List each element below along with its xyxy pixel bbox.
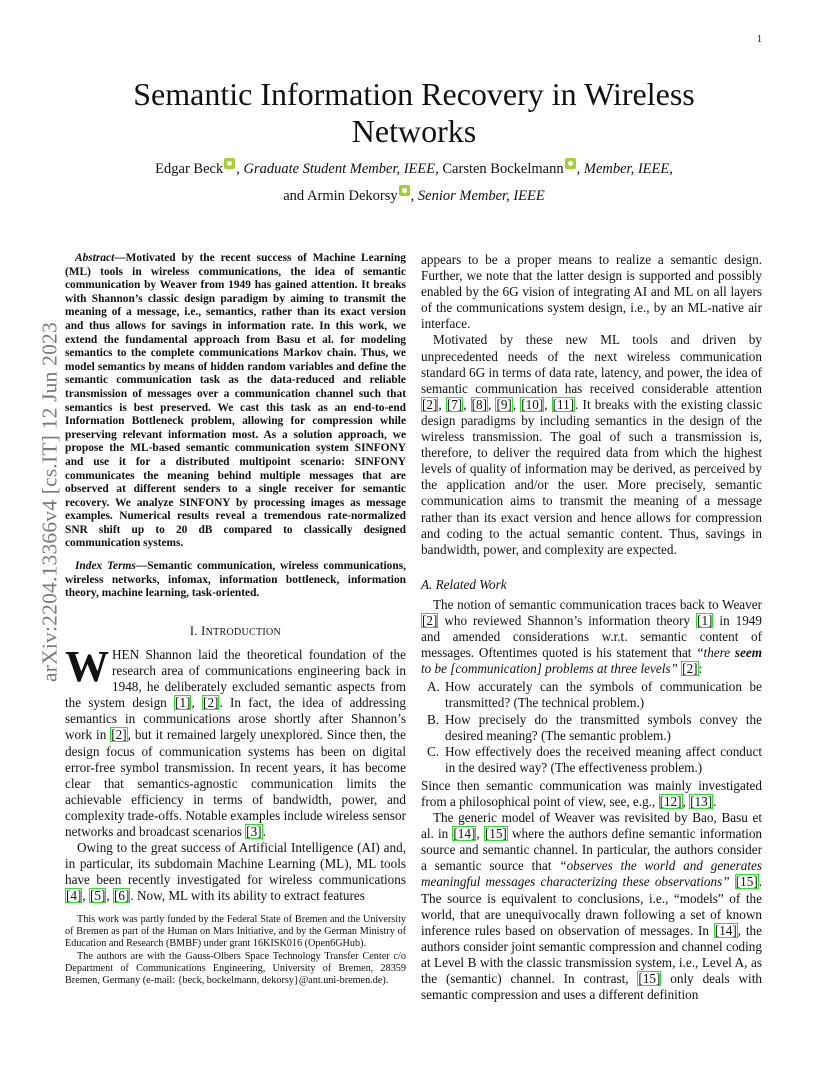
intro-paragraph-3: appears to be a proper means to realize a semantic design. Further, we note that the latter design is supported and possibly enabled by the 6G vision of integrating AI and ML on all layers of the communications system design, i.e., by an ML-native air interface.	[421, 252, 762, 332]
text-run: .	[713, 794, 717, 809]
left-column	[65, 252, 406, 904]
quote-run: “observes the world and generates meaningful messages characterizing these observations”	[421, 858, 762, 890]
text-run: . The source is equivalent to conclusions, i.e., “models” of the world, that are unequivocally drawn following a set of known inference rules based on observation of messages. In	[421, 874, 763, 938]
list-item	[421, 712, 762, 744]
list-item-text: How effectively does the received meaning affect conduct in the desired way? (The effectiveness problem.)	[445, 743, 762, 775]
text-run: only deals with semantic compression and uses a different definition	[421, 971, 762, 1003]
list-marker: C.	[427, 743, 440, 759]
author-role-1: Graduate Student Member, IEEE,	[243, 161, 439, 177]
index-terms-text: —Semantic communication, wireless communications, wireless networks, infomax, information bottleneck, information theory, machine learning, task-oriented.	[65, 560, 406, 600]
citation-link[interactable]: [1]	[175, 695, 191, 711]
orcid-icon[interactable]	[224, 158, 235, 169]
list-marker: A.	[427, 679, 440, 695]
abstract-label: Abstract	[75, 252, 115, 264]
section-numeral: I.	[189, 623, 198, 638]
author-line-2: and Armin Dekorsy , Senior Member, IEEE	[90, 185, 738, 205]
citation-link[interactable]: [3]	[246, 823, 262, 839]
dropcap: W	[65, 641, 109, 691]
related-paragraph-2: Since then semantic communication was mainly investigated from a philosophical point of view, see, e.g., [12], [13].	[421, 777, 762, 809]
quote-run: “there	[696, 645, 735, 661]
list-item-text: How accurately can the symbols of communication be transmitted? (The technical problem.)	[445, 679, 762, 711]
text-run: who reviewed Shannon’s information theory	[438, 612, 697, 628]
text-run: .	[262, 823, 266, 839]
text-run: The generic model of Weaver was revisited by Bao, Basu et al. in	[421, 810, 762, 842]
author-role-3: Senior Member, IEEE	[417, 188, 545, 204]
list-item-text: How precisely do the transmitted symbols convey the desired meaning? (The semantic problem.)	[445, 711, 762, 743]
right-column	[421, 252, 762, 1003]
text-run: HEN Shannon laid the theoretical foundation of the research area of communications engineering back in 1948, he deliberately excluded semantic aspects from the system design	[65, 646, 406, 711]
subsection-heading-related-work: A. Related Work	[421, 576, 507, 592]
text-run: :	[698, 661, 703, 677]
author-name-2: Carsten Bockelmann	[442, 161, 564, 177]
text-run: , but it remained largely unexplored. Since then, the design focus of communication systems has been on digital error-free symbol transmission. In recent years, it has become clear that semantics-agnostic communication limits the achievable efficiency in terms of bandwidth, power, and complexity trade-offs. Notable examples include wireless sensor networks and broadcast scenarios	[65, 727, 406, 839]
citation-link[interactable]: [2]	[203, 695, 219, 711]
text-run: in 1949 and amended considerations w.r.t. semantic content of messages. Oftentimes quoted is his statement that	[421, 612, 762, 661]
arxiv-stamp-text: arXiv:2204.13366v4 [cs.IT] 12 Jun 2023	[37, 322, 62, 682]
citation-link[interactable]: [11]	[552, 396, 575, 412]
page-number: 1	[757, 34, 762, 45]
author-line-1: Edgar Beck , Graduate Student Member, IEEE, Carsten Bockelmann , Member, IEEE,	[90, 158, 738, 178]
text-run: where the authors define semantic information source and semantic channel. In particular, the authors consider a semantic source that	[421, 826, 763, 874]
orcid-icon[interactable]	[399, 185, 410, 196]
citation-link[interactable]: [12]	[659, 794, 682, 809]
citation-link[interactable]: [8]	[471, 396, 488, 412]
citation-link[interactable]: [7]	[446, 396, 463, 412]
abstract	[65, 252, 406, 551]
citation-link[interactable]: [2]	[682, 661, 698, 677]
citation-link[interactable]: [9]	[496, 396, 512, 412]
paper-title: Semantic Information Recovery in Wireless Networks	[133, 76, 695, 149]
list-marker: B.	[427, 711, 440, 727]
related-paragraph-3: The generic model of Weaver was revisited by Bao, Basu et al. in [14], [15] where the authors define semantic information source and semantic channel. In particular, the authors consider a semantic source that “observes the world and generates meaningful messages characterizing these observations” [15]. The source is equivalent to conclusions, i.e., “models” of the world, that are unequivocally drawn following a set of known inference rules based on observation of messages. In [14], the authors consider joint semantic compression and channel coding at Level B with the classic transmission system, i.e., Level A, as the (semantic) channel. In contrast, [15] only deals with semantic compression and uses a different definition	[421, 810, 763, 1003]
citation-link[interactable]: [15]	[484, 826, 507, 842]
text-run: . In fact, the idea of addressing semantics in communications arose shortly after Shannon’s work in	[65, 695, 406, 743]
list-item	[421, 679, 762, 711]
list-item	[421, 744, 762, 776]
quote-run: to be [communication] problems at three levels”	[421, 661, 678, 677]
citation-link[interactable]: [2]	[422, 396, 438, 412]
abstract-text: —Motivated by the recent success of Machine Learning (ML) tools in wireless communications, the idea of semantic communication by Weaver from 1949 has gained attention. It breaks with Shannon’s classic design paradigm by aiming to transmit the meaning of a message, i.e., semantics, rather than its exact version and thus allows for savings in information rate. In this work, we extend the fundamental approach from Basu et al. for modeling semantics to the complete communications Markov chain. Thus, we model semantics by means of hidden random variables and define the semantic communication task as the data-reduced and reliable transmission of messages over a communication channel such that semantics is best preserved. We cast this task as an end-to-end Information Bottleneck problem, allowing for compression while preserving relevant information most. As a solution approach, we propose the ML-based semantic communication system SINFONY and use it for a distributed multipoint scenario: SINFONY communicates the meaning behind multiple messages that are observed at different senders to a single receiver for semantic recovery. We analyze SINFONY by processing images as message examples. Numerical results reveal a tremendous rate-normalized SNR shift up to 20 dB compared to classically designed communication systems.	[65, 252, 406, 550]
text-run: Owing to the great success of Artificial Intelligence (AI) and, in particular, its subdomain Machine Learning (ML), ML tools have been recently investigated for wireless communications	[65, 840, 406, 888]
intro-paragraph-1: WHEN Shannon laid the theoretical foundation of the research area of communications engineering back in 1948, he deliberately excluded semantic aspects from the system design [1], [2]. In fact, the idea of addressing semantics in communications arose shortly after Shannon’s work in [2], but it remained largely unexplored. Since then, the design focus of communication systems has been on digital error-free symbol transmission. In recent years, it has become clear that semantics-agnostic communication limits the achievable efficiency in terms of bandwidth, power, and complexity trade-offs. Notable examples include wireless sensor networks and broadcast scenarios [3].	[65, 641, 406, 839]
author-name-3: Armin Dekorsy	[307, 188, 398, 204]
arxiv-stamp	[38, 302, 62, 702]
text-run: The notion of semantic communication traces back to Weaver	[433, 596, 762, 612]
citation-link[interactable]: [13]	[690, 794, 713, 809]
index-terms	[65, 560, 406, 601]
citation-link[interactable]: [2]	[422, 612, 438, 628]
intro-paragraph-2: Owing to the great success of Artificial Intelligence (AI) and, in particular, its subdomain Machine Learning (ML), ML tools have been recently investigated for wireless communications [4], [5], [6]. Now, ML with its ability to extract features	[65, 840, 406, 904]
citation-link[interactable]: [14]	[453, 826, 476, 842]
citation-link[interactable]: [14]	[714, 922, 737, 938]
author-role-2: Member, IEEE,	[583, 161, 673, 177]
citation-link[interactable]: [5]	[89, 888, 106, 904]
related-paragraph-1	[421, 597, 762, 677]
text-run: , the authors consider joint semantic compression and channel coding at Level B with the classic transmission system, i.e., Level A, as the (semantic) channel. In contrast,	[421, 922, 762, 987]
citation-link[interactable]: [10]	[521, 396, 544, 412]
footnotes	[65, 914, 406, 987]
text-run: . It breaks with the existing classic design paradigms by including semantics in the design of the wireless transmission. The goal of such a transmission is, therefore, to deliver the required data from which the highest levels of quality of information may be derived, as perceived by the application and/or the user. More precisely, semantic communication aims to transmit the meaning of a message rather than its exact version and hence allows for compression and coding to the actual semantic content. Thus, savings in bandwidth, power, and complexity are expected.	[421, 396, 763, 557]
index-terms-label: Index Terms	[75, 560, 136, 573]
quote-emphasis: seem	[734, 645, 762, 661]
citation-link[interactable]: [6]	[113, 888, 130, 904]
citation-link[interactable]: [15]	[735, 874, 758, 890]
intro-paragraph-4: Motivated by these new ML tools and driven by unprecedented needs of the next wireless communication standard 6G in terms of data rate, latency, and power, the idea of semantic communication has received considerable attention [2], [7], [8], [9], [10], [11]. It breaks with the existing classic design paradigms by including semantics in the design of the wireless transmission. The goal of such a transmission is, therefore, to deliver the required data from which the highest levels of quality of information may be derived, as perceived by the application and/or the user. More precisely, semantic communication aims to transmit the meaning of a message rather than its exact version and hence allows for compression and coding to the actual semantic content. Thus, savings in bandwidth, power, and complexity are expected.	[421, 332, 763, 557]
orcid-icon[interactable]	[565, 158, 576, 169]
citation-link[interactable]: [15]	[638, 971, 661, 987]
section-heading-introduction	[65, 623, 406, 641]
text-run: . Now, ML with its ability to extract features	[130, 888, 365, 904]
citation-link[interactable]: [1]	[697, 612, 713, 628]
text-run: Since then semantic communication was mainly investigated from a philosophical point of view, see, e.g.,	[421, 777, 762, 809]
footnote-funding: This work was partly funded by the Federal State of Bremen and the University of Bremen as part of the Human on Mars Initiative, and by the German Ministry of Education and Research (BMBF) under grant 16KISK016 (Open6GHub).	[65, 914, 406, 950]
text-run: Motivated by these new ML tools and driven by unprecedented needs of the next wireless communication standard 6G in terms of data rate, latency, and power, the idea of semantic communication has received considerable attention	[421, 332, 762, 396]
author-name-1: Edgar Beck	[155, 161, 224, 177]
text-run	[730, 874, 735, 889]
section-heading-initial: I	[201, 623, 206, 638]
section-heading-rest: NTRODUCTION	[205, 626, 282, 638]
footnote-affiliation: The authors are with the Gauss-Olbers Space Technology Transfer Center c/o Department of Communications Engineering, University of Bremen, 28359 Bremen, Germany (e-mail: {beck, bockelmann, dekorsy}@ant.uni-bremen.de).	[65, 950, 406, 987]
weaver-levels-list	[421, 679, 762, 776]
citation-link[interactable]: [4]	[66, 888, 82, 904]
citation-link[interactable]: [2]	[111, 727, 127, 743]
author-and: and	[283, 188, 305, 204]
